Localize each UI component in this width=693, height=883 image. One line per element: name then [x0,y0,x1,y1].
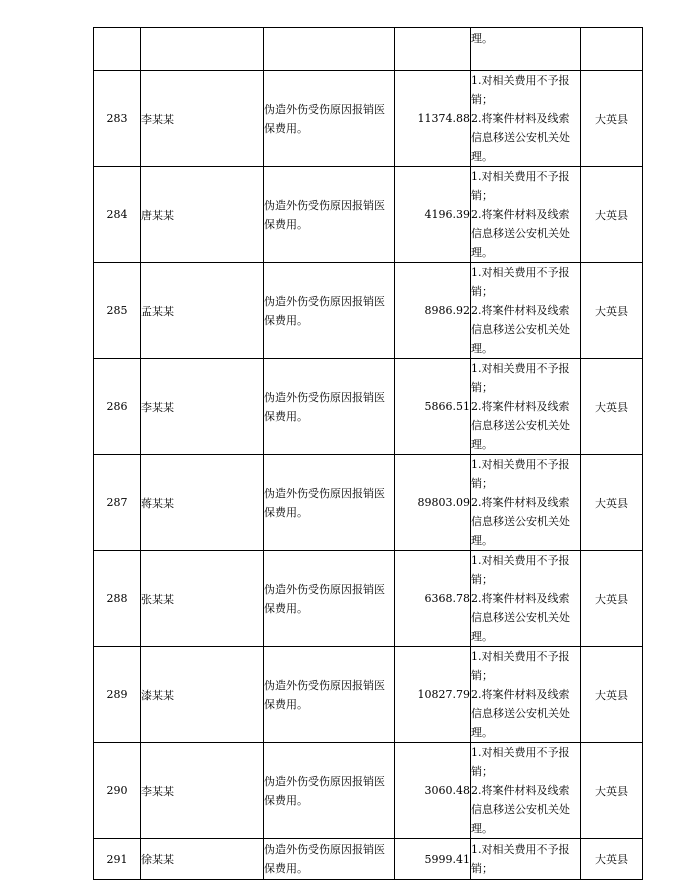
county-cell: 大英县 [581,167,643,263]
handling-line: 信息移送公安机关处 [471,707,570,720]
name-cell: 徐某某 [141,839,264,880]
county-cell: 大英县 [581,263,643,359]
seq-cell [94,28,141,71]
handling-line: 1.对相关费用不予报 [471,843,570,856]
name-cell: 漆某某 [141,647,264,743]
reason-cell [264,167,395,263]
reason-cell [264,71,395,167]
cases-table [93,27,643,880]
table-row [94,167,643,263]
amount-cell: 6368.78 [395,551,471,647]
reason-cell [264,455,395,551]
seq-cell: 289 [94,647,141,743]
handling-line: 1.对相关费用不予报 [471,554,570,567]
handling-line: 理。 [471,150,493,163]
handling-line: 2.将案件材料及线索 [471,688,570,701]
table-row [94,647,643,743]
reason-line: 伪造外伤受伤原因报销医 [264,774,385,788]
handling-cell [471,71,581,167]
handling-line: 2.将案件材料及线索 [471,400,570,413]
reason-cell [264,647,395,743]
handling-line: 理。 [471,822,493,835]
handling-line: 2.将案件材料及线索 [471,784,570,797]
amount-cell: 11374.88 [395,71,471,167]
reason-line: 伪造外伤受伤原因报销医 [264,843,385,856]
handling-line: 销； [471,189,493,202]
handling-line: 信息移送公安机关处 [471,803,570,816]
seq-cell: 288 [94,551,141,647]
handling-line: 理。 [471,32,493,45]
handling-line: 销； [471,381,493,394]
handling-line: 信息移送公安机关处 [471,611,570,624]
reason-line: 保费用。 [264,505,308,519]
county-cell: 大英县 [581,359,643,455]
handling-line: 销； [471,573,493,586]
reason-line: 保费用。 [264,862,308,875]
reason-line: 伪造外伤受伤原因报销医 [264,678,385,692]
handling-cell [471,551,581,647]
handling-line: 1.对相关费用不予报 [471,458,570,471]
seq-cell: 291 [94,839,141,880]
handling-line: 1.对相关费用不予报 [471,362,570,375]
handling-line: 理。 [471,342,493,355]
reason-cell [264,551,395,647]
handling-line: 销； [471,669,493,682]
county-cell: 大英县 [581,551,643,647]
handling-line: 销； [471,285,493,298]
reason-cell [264,263,395,359]
name-cell: 张某某 [141,551,264,647]
handling-cell [471,167,581,263]
handling-line: 销； [471,93,493,106]
handling-line: 信息移送公安机关处 [471,419,570,432]
name-cell [141,28,264,71]
handling-line: 信息移送公安机关处 [471,323,570,336]
handling-line: 销； [471,765,493,778]
continued-row [94,28,643,71]
county-cell: 大英县 [581,71,643,167]
table-row [94,71,643,167]
reason-line: 保费用。 [264,793,308,807]
name-cell: 李某某 [141,71,264,167]
handling-line: 理。 [471,534,493,547]
handling-cell [471,743,581,839]
handling-cell [471,647,581,743]
reason-cell [264,359,395,455]
amount-cell: 8986.92 [395,263,471,359]
handling-line: 2.将案件材料及线索 [471,208,570,221]
reason-line: 伪造外伤受伤原因报销医 [264,582,385,596]
seq-cell: 290 [94,743,141,839]
handling-line: 信息移送公安机关处 [471,131,570,144]
handling-line: 2.将案件材料及线索 [471,592,570,605]
table-row [94,455,643,551]
amount-cell: 10827.79 [395,647,471,743]
handling-line: 1.对相关费用不予报 [471,74,570,87]
table-row [94,839,643,880]
handling-cell [471,359,581,455]
reason-line: 保费用。 [264,121,308,135]
seq-cell: 285 [94,263,141,359]
reason-line: 保费用。 [264,313,308,327]
handling-line: 2.将案件材料及线索 [471,304,570,317]
name-cell: 李某某 [141,359,264,455]
handling-line: 2.将案件材料及线索 [471,112,570,125]
county-cell: 大英县 [581,647,643,743]
name-cell: 蒋某某 [141,455,264,551]
amount-cell: 3060.48 [395,743,471,839]
handling-cell [471,455,581,551]
seq-cell: 283 [94,71,141,167]
handling-line: 理。 [471,246,493,259]
amount-cell: 4196.39 [395,167,471,263]
reason-line: 保费用。 [264,217,308,231]
reason-cell [264,28,395,71]
handling-cell [471,28,581,71]
table-row [94,551,643,647]
handling-line: 1.对相关费用不予报 [471,650,570,663]
handling-cell [471,263,581,359]
handling-line: 销； [471,862,493,875]
seq-cell: 284 [94,167,141,263]
handling-line: 理。 [471,726,493,739]
handling-line: 信息移送公安机关处 [471,515,570,528]
reason-line: 保费用。 [264,601,308,615]
amount-cell [395,28,471,71]
handling-line: 销； [471,477,493,490]
seq-cell: 287 [94,455,141,551]
amount-cell: 89803.09 [395,455,471,551]
county-cell: 大英县 [581,455,643,551]
name-cell: 孟某某 [141,263,264,359]
reason-line: 伪造外伤受伤原因报销医 [264,486,385,500]
name-cell: 李某某 [141,743,264,839]
handling-cell [471,839,581,880]
handling-line: 2.将案件材料及线索 [471,496,570,509]
reason-cell [264,839,395,880]
handling-line: 1.对相关费用不予报 [471,170,570,183]
reason-line: 保费用。 [264,409,308,423]
county-cell: 大英县 [581,839,643,880]
name-cell: 唐某某 [141,167,264,263]
table-row [94,263,643,359]
reason-line: 伪造外伤受伤原因报销医 [264,294,385,308]
reason-line: 伪造外伤受伤原因报销医 [264,390,385,404]
amount-cell: 5999.41 [395,839,471,880]
reason-cell [264,743,395,839]
reason-line: 保费用。 [264,697,308,711]
county-cell [581,28,643,71]
handling-line: 理。 [471,630,493,643]
reason-line: 伪造外伤受伤原因报销医 [264,102,385,116]
amount-cell: 5866.51 [395,359,471,455]
seq-cell: 286 [94,359,141,455]
handling-line: 1.对相关费用不予报 [471,746,570,759]
handling-line: 理。 [471,438,493,451]
handling-line: 1.对相关费用不予报 [471,266,570,279]
county-cell: 大英县 [581,743,643,839]
handling-line: 信息移送公安机关处 [471,227,570,240]
reason-line: 伪造外伤受伤原因报销医 [264,198,385,212]
table-row [94,743,643,839]
table-row [94,359,643,455]
